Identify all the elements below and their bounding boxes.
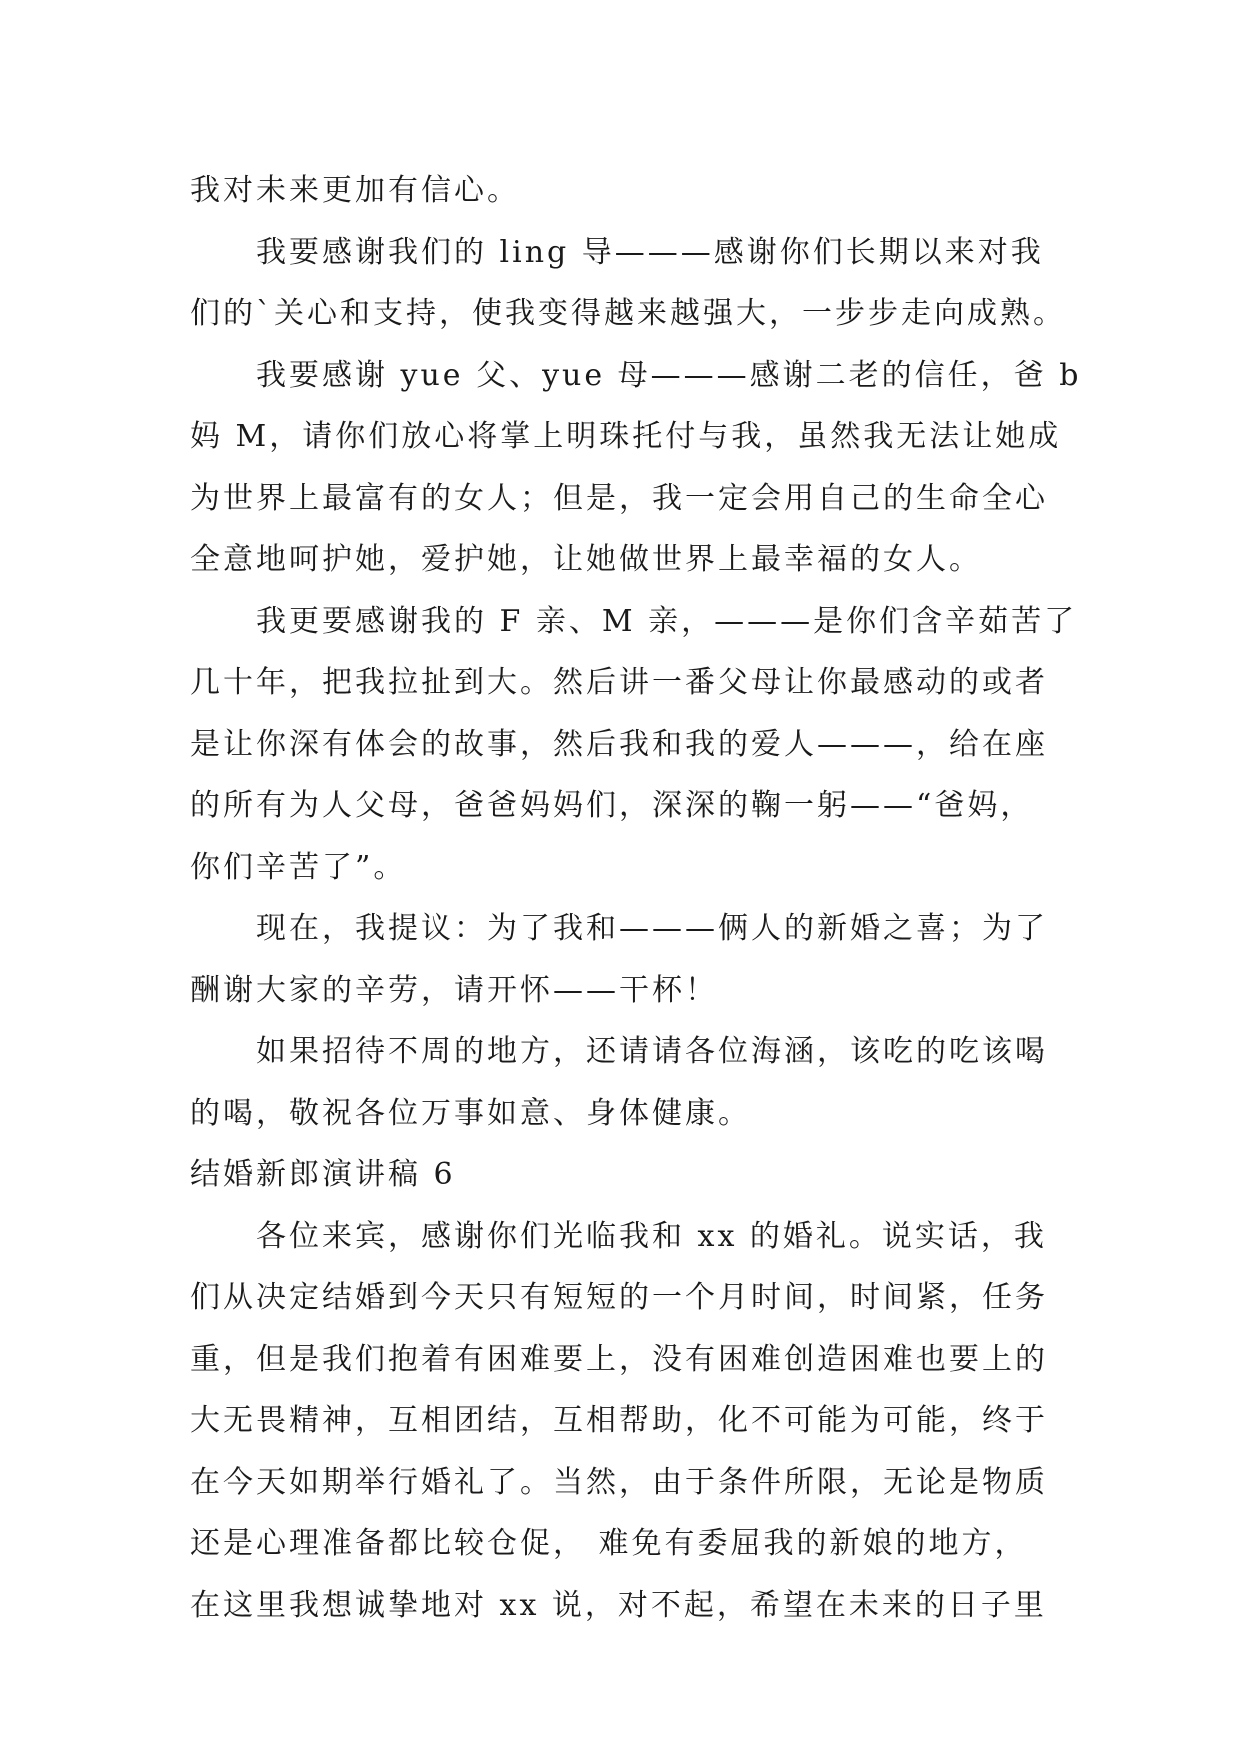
text-line: 在这里我想诚挚地对 xx 说，对不起，希望在未来的日子里: [190, 1587, 1047, 1623]
text-line: 你们辛苦了”。: [190, 849, 407, 885]
paragraph-start-line: 我要感谢 yue 父、yue 母———感谢二老的信任，爸 b: [256, 357, 1082, 393]
section-heading: 结婚新郎演讲稿 6: [190, 1157, 456, 1192]
text-line: 是让你深有体会的故事，然后我和我的爱人———，给在座: [190, 726, 1048, 762]
text-line: 重，但是我们抱着有困难要上，没有困难创造困难也要上的: [190, 1341, 1048, 1377]
text-line: 妈 M，请你们放心将掌上明珠托付与我，虽然我无法让她成: [190, 419, 1062, 454]
text-line: 全意地呵护她，爱护她，让她做世界上最幸福的女人。: [190, 542, 982, 577]
text-line: 在今天如期举行婚礼了。当然，由于条件所限，无论是物质: [190, 1464, 1048, 1500]
text-line: 们的`关心和支持，使我变得越来越强大，一步步走向成熟。: [190, 296, 1066, 331]
text-line: 还是心理准备都比较仓促， 难免有委屈我的新娘的地方，: [190, 1526, 1028, 1561]
paragraph-start-line: 如果招待不周的地方，还请请各位海涵，该吃的吃该喝: [256, 1034, 1048, 1069]
paragraph-start-line: 我更要感谢我的 F 亲、M 亲，———是你们含辛茹苦了: [256, 603, 1078, 639]
paragraph-start-line: 现在，我提议：为了我和———俩人的新婚之喜；为了: [256, 911, 1048, 946]
text-line: 的喝，敬祝各位万事如意、身体健康。: [190, 1095, 751, 1131]
paragraph-start-line: 各位来宾，感谢你们光临我和 xx 的婚礼。说实话，我: [256, 1218, 1047, 1254]
text-line: 们从决定结婚到今天只有短短的一个月时间，时间紧，任务: [190, 1280, 1048, 1315]
text-line: 大无畏精神，互相团结，互相帮助，化不可能为可能，终于: [190, 1403, 1048, 1438]
text-line: 为世界上最富有的女人；但是，我一定会用自己的生命全心: [190, 480, 1048, 516]
text-line: 我对未来更加有信心。: [190, 173, 520, 208]
text-line: 酬谢大家的辛劳，请开怀——干杯！: [190, 972, 718, 1008]
text-line: 的所有为人父母，爸爸妈妈们，深深的鞠一躬——“爸妈，: [190, 788, 1034, 823]
paragraph-start-line: 我要感谢我们的 ling 导———感谢你们长期以来对我: [256, 234, 1044, 270]
text-line: 几十年，把我拉扯到大。然后讲一番父母让你最感动的或者: [190, 665, 1048, 700]
document-body: [190, 160, 1082, 1636]
